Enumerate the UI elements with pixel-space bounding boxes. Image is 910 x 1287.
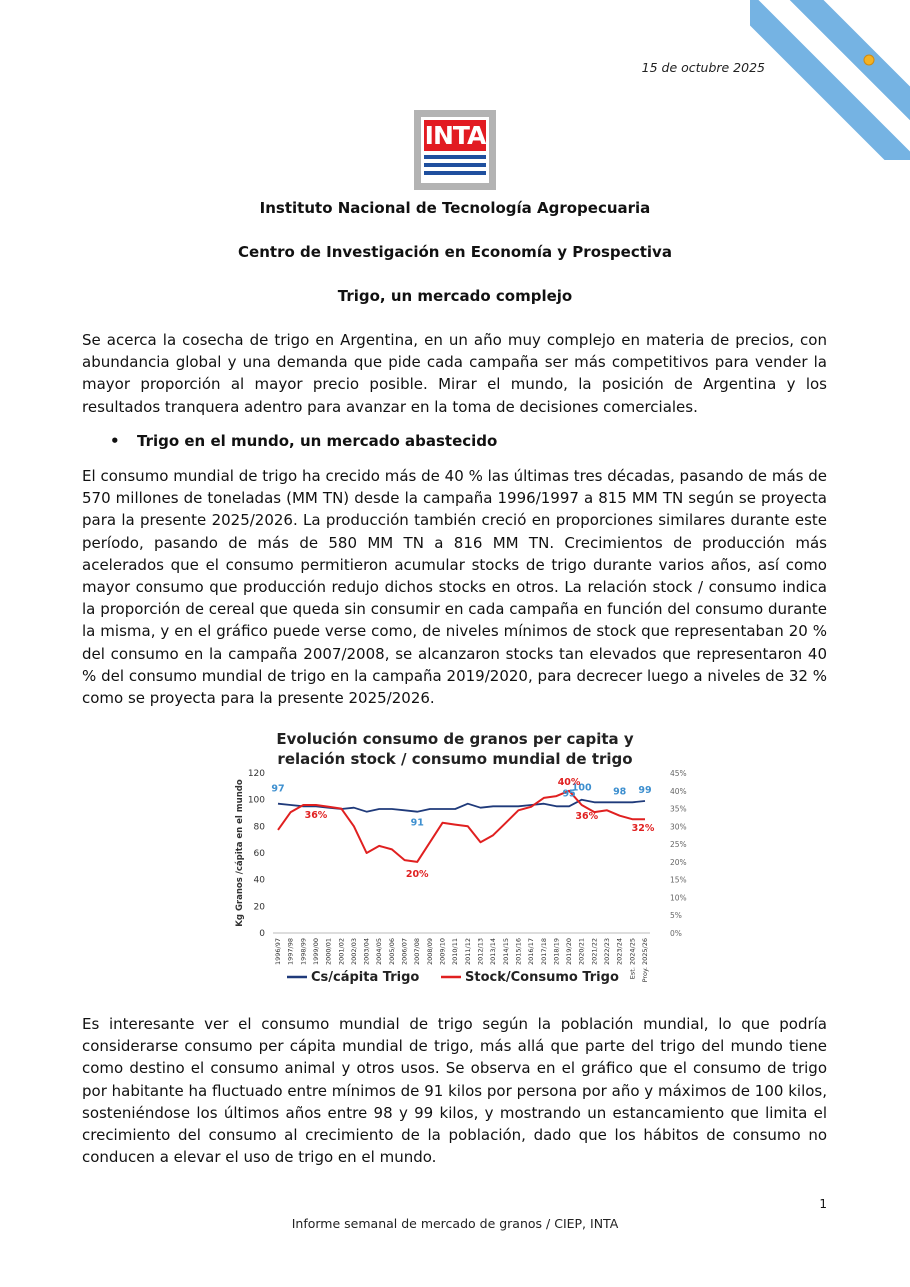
chart-title-line2: relación stock / consumo mundial de trigo [277, 750, 633, 768]
y2-tick-label: 25% [670, 840, 687, 850]
legend-label-stock-consumo: Stock/Consumo Trigo [465, 970, 619, 985]
data-label: 100 [571, 782, 592, 794]
data-label: 97 [271, 783, 285, 795]
x-tick-label: 2021/22 [590, 938, 599, 966]
y2-tick-label: 35% [670, 804, 687, 814]
x-tick-label: 2005/06 [387, 938, 396, 966]
x-tick-label: 1998/99 [299, 938, 308, 966]
page-number: 1 [819, 1197, 827, 1211]
y2-tick-label: 15% [670, 875, 687, 885]
y2-tick-label: 45% [670, 769, 687, 778]
y-tick-label: 100 [247, 795, 265, 806]
data-label: 99 [638, 785, 652, 796]
data-label: 98 [613, 786, 627, 798]
legend-label-cs-capita: Cs/cápita Trigo [311, 970, 420, 985]
x-tick-label: 2001/02 [337, 938, 346, 966]
data-label: 91 [410, 817, 424, 829]
center-title: Centro de Investigación en Economía y Prospectiva [238, 243, 672, 261]
inta-logo-text: INTA [424, 121, 486, 150]
argentina-flag-decoration [750, 0, 910, 160]
data-label: 32% [631, 823, 655, 835]
y-tick-label: 20 [253, 902, 265, 913]
section-heading: Trigo en el mundo, un mercado abastecido [137, 432, 498, 450]
data-label: 40% [557, 776, 581, 788]
x-tick-label: 2010/11 [451, 938, 460, 966]
x-tick-label: 2020/21 [577, 938, 586, 966]
y-tick-label: 80 [253, 822, 265, 833]
chart-title-line1: Evolución consumo de granos per capita y [276, 730, 634, 748]
x-tick-label: 2007/08 [413, 938, 422, 966]
y2-tick-label: 5% [670, 911, 682, 921]
report-title: Trigo, un mercado complejo [337, 287, 573, 305]
x-tick-label: 2011/12 [463, 938, 472, 966]
y2-tick-label: 0% [670, 929, 682, 938]
x-tick-label: 2008/09 [425, 938, 434, 966]
intro-paragraph: Se acerca la cosecha de trigo en Argentina, en un año muy complejo en materia de precios, con abundancia global y una demanda que pide cada campaña ser más competitivos para vender la mayor proporción al mayor precio posible. Mirar el mundo, la posición de Argentina y los resultados tranquera adentro para avanzar en la toma de decisiones comerciales. [82, 331, 827, 416]
report-date: 15 de octubre 2025 [641, 60, 765, 75]
data-label: 95 [562, 788, 576, 800]
x-tick-label: 2016/17 [527, 938, 536, 966]
x-tick-label: 2023/24 [615, 938, 624, 966]
x-tick-label: 2019/20 [565, 938, 574, 966]
x-tick-label: 2014/15 [501, 938, 510, 966]
x-tick-label: 2003/04 [362, 938, 371, 966]
paragraph-2: Es interesante ver el consumo mundial de trigo según la población mundial, lo que podría considerarse consumo per cápita mundial de trigo, más allá que parte del trigo del mundo tiene como destino el consumo animal y otros usos. Se observa en el gráfico que el consumo de trigo por habitante ha fluctuado entre mínimos de 91 kilos por persona por año y máximos de 100 kilos, sosteniéndose los últimos años entre 98 y 99 kilos, y mostrando un estancamiento que limita el crecimiento del consumo al crecimiento de la población, dado que los hábitos de consumo no conducen a elevar el uso de trigo en el mundo. [82, 1015, 827, 1167]
y-tick-label: 60 [253, 849, 265, 859]
x-tick-label: 2006/07 [400, 938, 409, 966]
y2-tick-label: 40% [670, 786, 687, 796]
x-tick-label: 2018/19 [552, 938, 561, 966]
x-tick-label: 2000/01 [324, 938, 333, 966]
y2-tick-label: 20% [670, 857, 687, 867]
y-axis-label: Kg Granos /cápita en el mundo [235, 779, 245, 927]
inta-logo [414, 110, 496, 190]
x-tick-label: 2015/16 [514, 938, 523, 966]
y2-tick-label: 10% [670, 893, 687, 903]
bullet-dot: • [110, 432, 120, 450]
x-tick-label: 1999/00 [311, 938, 320, 966]
y2-tick-label: 30% [670, 822, 687, 832]
x-tick-label: 2004/05 [375, 938, 384, 966]
data-label: 36% [304, 810, 328, 821]
footer-text: Informe semanal de mercado de granos / CIEP, INTA [291, 1216, 619, 1231]
x-tick-label: 1996/97 [274, 938, 282, 966]
x-tick-label: Proy. 2025/26 [641, 938, 649, 983]
x-tick-label: Est. 2024/25 [628, 938, 637, 980]
chart [215, 765, 695, 995]
x-tick-label: 1997/98 [286, 938, 295, 966]
paragraph-1: El consumo mundial de trigo ha crecido más de 40 % las últimas tres décadas, pasando de más de 570 millones de toneladas (MM TN) desde la campaña 1996/1997 a 815 MM TN según se proyecta para la presente 2025/2026. La producción también creció en proporciones similares durante este período, pasando de más de 580 MM TN a 816 MM TN. Crecimientos de producción más acelerados que el consumo permitieron acumular stocks de trigo durante varios años, así como mayor consumo que producción redujo dichos stocks en otros. La relación stock / consumo indica la proporción de cereal que queda sin consumir en cada campaña en función del consumo durante la misma, y en el gráfico puede verse como, de niveles mínimos de stock que representaban 20 % del consumo en la campaña 2007/2008, se alcanzaron stocks tan elevados que representaron 40 % del consumo mundial de trigo en la campaña 2019/2020, para decrecer luego a niveles de 32 % como se proyecta para la presente 2025/2026. [82, 467, 827, 708]
y-tick-label: 0 [259, 929, 265, 939]
x-tick-label: 2012/13 [476, 938, 485, 966]
data-label: 20% [405, 868, 429, 880]
x-tick-label: 2009/10 [438, 938, 447, 966]
data-label: 36% [575, 811, 599, 822]
x-tick-label: 2017/18 [539, 938, 548, 966]
y-tick-label: 120 [247, 769, 265, 779]
x-tick-label: 2022/23 [603, 938, 612, 966]
x-tick-label: 2002/03 [349, 938, 358, 966]
x-tick-label: 2013/14 [489, 938, 498, 966]
institute-title: Instituto Nacional de Tecnología Agropecuaria [259, 199, 651, 217]
y-tick-label: 40 [253, 875, 265, 886]
